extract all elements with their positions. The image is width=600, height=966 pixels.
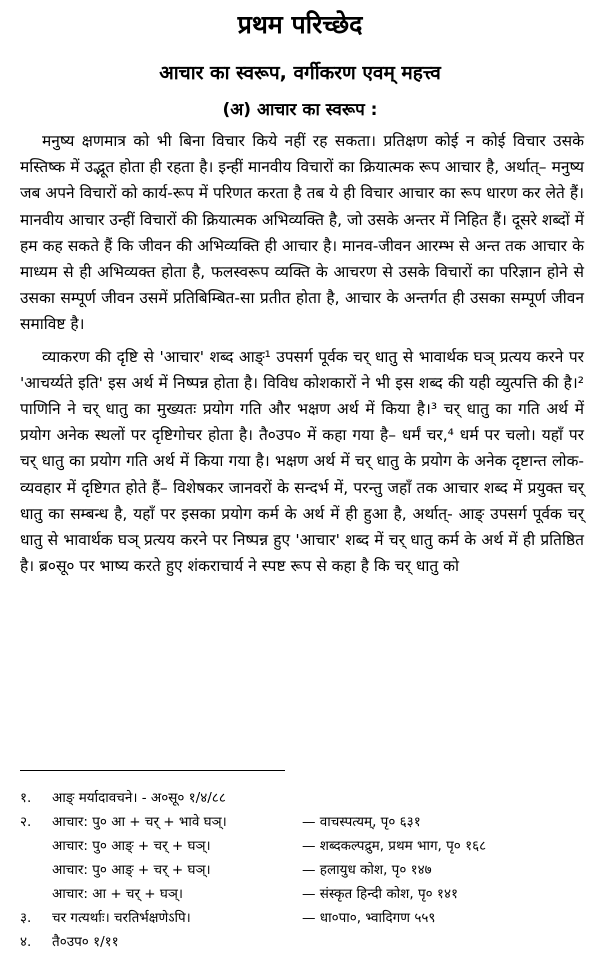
footnote-row bbox=[20, 786, 590, 810]
footnote-source: — शब्दकल्पद्रुम, प्रथम भाग, पृ० १६८ bbox=[302, 838, 487, 854]
footnote-number: ४. bbox=[20, 934, 32, 950]
footnote-number: २. bbox=[20, 814, 32, 830]
paragraph-2: व्याकरण की दृष्टि से 'आचार' शब्द आङ्¹ उपसर्ग पूर्वक चर् धातु से भावार्थक घञ् प्रत्यय करने पर 'आचर्य्यते इति' इस अर्थ में निष्पन्न होता है। विविध कोशकारों ने भी इस शब्द की यही व्युत्पत्ति की है।² पाणिनि ने चर् धातु का मुख्यतः प्रयोग गति और भक्षण अर्थ में किया है।³ चर् धातु का गति अर्थ में प्रयोग अनेक स्थलों पर दृष्टिगोचर होता है। तै०उप० में कहा गया है– धर्मं चर,⁴ धर्म पर चलो। यहाँ पर चर् धातु का प्रयोग गति अर्थ में किया गया है। भक्षण अर्थ में चर् धातु के प्रयोग के अनेक दृष्टान्त लोक-व्यवहार में दृष्टिगत होते हैं– विशेषकर जानवरों के सन्दर्भ में, परन्तु जहाँ तक आचार शब्द में प्रयुक्त चर् धातु का सम्बन्ध है, यहाँ पर इसका प्रयोग कर्म के अर्थ में ही हुआ है, अर्थात्- आङ् उपसर्ग पूर्वक चर् धातु से भावार्थक घञ् प्रत्यय करने पर निष्पन्न हुए 'आचार' शब्द में चर् धातु कर्म के अर्थ में ही प्रतिष्ठित है। ब्र०सू० पर भाष्य करते हुए शंकराचार्य ने स्पष्ट रूप से कहा है कि चर् धातु को bbox=[20, 347, 584, 576]
body-text bbox=[20, 128, 584, 585]
footnote-row bbox=[20, 810, 590, 834]
footnote-source: — संस्कृत हिन्दी कोश, पृ० १४१ bbox=[302, 886, 458, 902]
footnote-number bbox=[20, 882, 52, 906]
footnote-text: तै०उप० १/११ bbox=[52, 934, 119, 950]
footnote-text: आचार: पु० आङ् + चर् + घञ्। bbox=[52, 862, 211, 878]
footnote-number: ३. bbox=[20, 910, 32, 926]
footnote-text: आचार: पु० आ + चर् + भावे घञ्। bbox=[52, 814, 227, 830]
footnote-number: १. bbox=[20, 790, 32, 806]
footnote-text: चर गत्यर्थाः। चरतिर्भक्षणेऽपि। bbox=[52, 910, 191, 926]
chapter-subtitle: आचार का स्वरूप, वर्गीकरण एवम् महत्त्व bbox=[159, 62, 441, 84]
footnote-row bbox=[20, 882, 590, 906]
footnote-number bbox=[20, 858, 52, 882]
footnote-source: — वाचस्पत्यम्, पृ० ६३१ bbox=[302, 814, 421, 830]
section-heading: (अ) आचार का स्वरूप : bbox=[222, 100, 378, 120]
footnote-row bbox=[20, 858, 590, 882]
footnote-number bbox=[20, 834, 52, 858]
footnote-text: आचार: पु० आङ् + चर् + घञ्। bbox=[52, 838, 211, 854]
footnote-divider bbox=[20, 770, 285, 771]
footnote-row bbox=[20, 906, 590, 930]
footnote-source: — हलायुध कोश, पृ० १४७ bbox=[302, 862, 432, 878]
paragraph-1: मनुष्य क्षणमात्र को भी बिना विचार किये नहीं रह सकता। प्रतिक्षण कोई न कोई विचार उसके मस्तिष्क में उद्भूत होता ही रहता है। इन्हीं मानवीय विचारों का क्रियात्मक रूप आचार है, अर्थात्– मनुष्य जब अपने विचारों को कार्य-रूप में परिणत करता है तब ये ही विचार आचार का रूप धारण कर लेते हैं। मानवीय आचार उन्हीं विचारों की क्रियात्मक अभिव्यक्ति है, जो उसके अन्तर में निहित हैं। दूसरे शब्दों में हम कह सकते हैं कि जीवन की अभिव्यक्ति ही आचार है। मानव-जीवन आरम्भ से अन्त तक आचार के माध्यम से ही अभिव्यक्त होता है, फलस्वरूप व्यक्ति के आचरण से उसके विचारों का परिज्ञान होने से उसका सम्पूर्ण जीवन उसमें प्रतिबिम्बित-सा प्रतीत होता है, आचार के अन्तर्गत ही उसका सम्पूर्ण जीवन समाविष्ट है। bbox=[20, 132, 584, 334]
footnote-row bbox=[20, 834, 590, 858]
footnote-text: आचार: आ + चर् + घञ्। bbox=[52, 886, 184, 902]
chapter-title: प्रथम परिच्छेद bbox=[237, 10, 363, 39]
footnotes bbox=[20, 786, 590, 954]
footnote-source: — धा०पा०, भ्वादिगण ५५९ bbox=[302, 910, 436, 926]
footnote-text: आङ् मर्यादावचने। - अ०सू० १/४/८८ bbox=[52, 790, 226, 806]
footnote-row bbox=[20, 930, 590, 954]
